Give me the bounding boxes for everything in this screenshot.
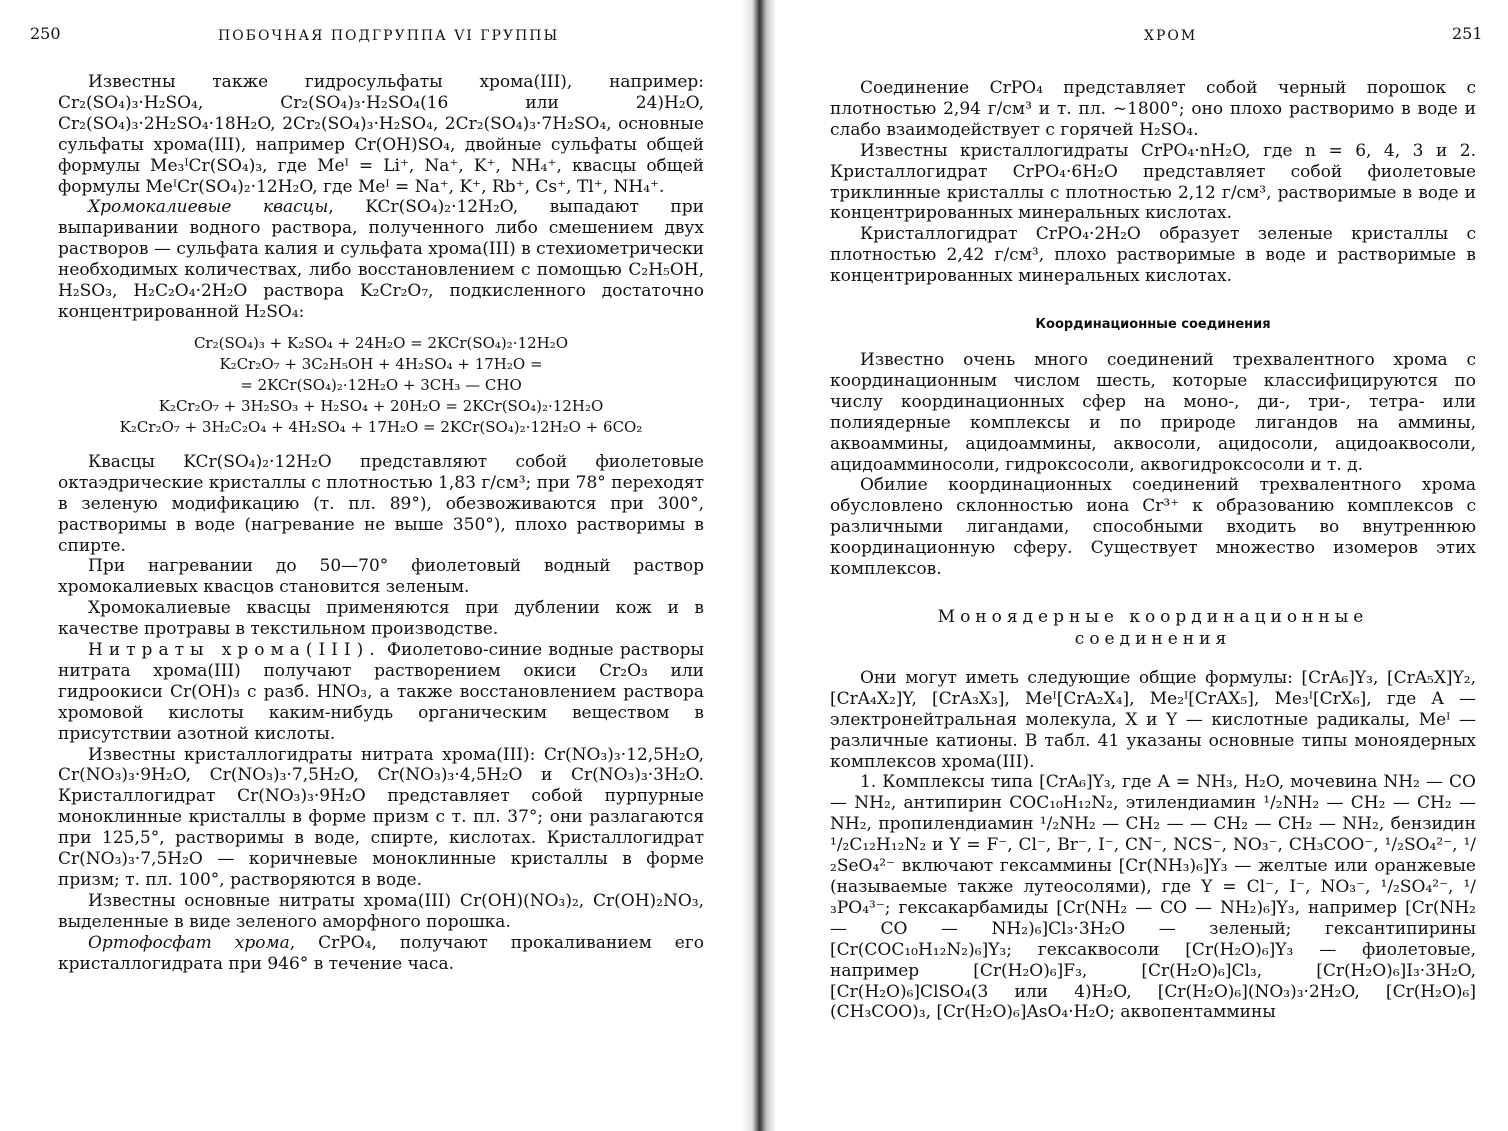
right-page — [776, 0, 1508, 1131]
page-number: 251 — [1452, 24, 1483, 43]
equation: K₂Cr₂O₇ + 3C₂H₅OH + 4H₂SO₄ + 17H₂O = — [219, 354, 543, 373]
subsection-title-line: соединения — [1074, 628, 1232, 649]
paragraph: Соединение CrPO₄ представляет собой черный порошок с плотностью 2,94 г/см³ и т. пл. ~1800°; оно плохо растворимо в воде и слабо взаимодействует с горячей H₂SO₄. — [830, 78, 1476, 140]
left-page-body — [58, 72, 704, 975]
paragraph: Хромокалиевые квасцы применяются при дублении кож и в качестве протравы в текстильном производстве. — [58, 598, 704, 640]
equation: K₂Cr₂O₇ + 3H₂C₂O₄ + 4H₂SO₄ + 17H₂O = 2KCr(SO₄)₂·12H₂O + 6CO₂ — [119, 417, 643, 436]
spaced-term: Нитраты хрома(III). — [88, 640, 381, 661]
paragraph: Известны кристаллогидраты CrPO₄·nH₂O, где n = 6, 4, 3 и 2. Кристаллогидрат CrPO₄·6H₂O представляет собой фиолетовые триклинные кристаллы с плотностью 2,12 г/см³, растворимые в воде и концентрированных минеральных кислотах. — [830, 140, 1476, 224]
book-gutter — [742, 0, 776, 1131]
paragraph: Известны основные нитраты хрома(III) Cr(OH)(NO₃)₂, Cr(OH)₂NO₃, выделенные в виде зеленого аморфного порошка. — [58, 890, 704, 932]
right-page-body — [830, 78, 1476, 1023]
paragraph — [58, 640, 704, 745]
subsection-heading — [830, 606, 1476, 650]
italic-term: Хромокалиевые квасцы — [88, 197, 329, 218]
equation: Cr₂(SO₄)₃ + K₂SO₄ + 24H₂O = 2KCr(SO₄)₂·12H₂O — [193, 333, 569, 352]
paragraph: Обилие координационных соединений трехвалентного хрома обусловлено склонностью иона Cr³⁺ к образованию комплексов с различными лигандами, способными входить во внутреннюю координационную сферу. Существует множество изомеров этих комплексов. — [830, 475, 1476, 580]
paragraph — [58, 933, 704, 975]
paragraph: Кристаллогидрат CrPO₄·2H₂O образует зеленые кристаллы с плотностью 2,42 г/см³, плохо растворимые в воде и растворимые в концентрированных минеральных кислотах. — [830, 224, 1476, 287]
section-title: Координационные соединения — [1035, 317, 1271, 333]
paragraph: Известны также гидросульфаты хрома(III), например: Cr₂(SO₄)₃·H₂SO₄, Cr₂(SO₄)₃·H₂SO₄(16 или 24)H₂O, Cr₂(SO₄)₃·2H₂SO₄·18H₂O, 2Cr₂(SO₄)₃·H₂SO₄, 2Cr₂(SO₄)₃·7H₂SO₄, основные сульфаты хрома(III), например Cr(OH)SO₄, двойные сульфаты общей формулы Me₃ᴵCr(SO₄)₃, где Meᴵ = Li⁺, Na⁺, K⁺, NH₄⁺, квасцы общей формулы MeᴵCr(SO₄)₂·12H₂O, где Meᴵ = Na⁺, K⁺, Rb⁺, Cs⁺, Tl⁺, NH₄⁺. — [58, 72, 704, 197]
paragraph: 1. Комплексы типа [CrA₆]Y₃, где A = NH₃, H₂O, мочевина NH₂ — CO — NH₂, антипирин COC₁₀H₁₂N₂, этилендиамин ¹/₂NH₂ — CH₂ — CH₂ — NH₂, пропилендиамин ¹/₂NH₂ — CH₂ — — CH₂ — CH₂ — NH₂, бензидин ¹/₂C₁₂H₁₂N₂ и Y = F⁻, Cl⁻, Br⁻, I⁻, CN⁻, NCS⁻, NO₃⁻, CH₃COO⁻, ¹/₂SO₄²⁻, ¹/₂SeO₄²⁻ включают гексаммины [Cr(NH₃)₆]Y₃ — желтые или оранжевые (называемые также лутеосолями), где Y = Cl⁻, I⁻, NO₃⁻, ¹/₂SO₄²⁻, ¹/₃PO₄³⁻; гексакарбамиды [Cr(NH₂ — CO — NH₂)₆]Y₃, например [Cr(NH₂ — CO — NH₂)₆]Cl₃·3H₂O — зеленый; гексантипирины [Cr(COC₁₀H₁₂N₂)₆]Y₃; гексаквосоли [Cr(H₂O)₆]Y₃ — фиолетовые, например [Cr(H₂O)₆]F₃, [Cr(H₂O)₆]Cl₃, [Cr(H₂O)₆]I₃·3H₂O, [Cr(H₂O)₆]ClSO₄(3 или 4)H₂O, [Cr(H₂O)₆](NO₃)₃·2H₂O, [Cr(H₂O)₆](CH₃COO)₃, [Cr(H₂O)₆]AsO₄·H₂O; аквопентаммины — [830, 772, 1476, 1023]
equations-block — [58, 333, 704, 438]
equation: K₂Cr₂O₇ + 3H₂SO₃ + H₂SO₄ + 20H₂O = 2KCr(SO₄)₂·12H₂O — [158, 396, 604, 415]
paragraph-text: , KCr(SO₄)₂·12H₂O, выпадают при выпаривании водного раствора, полученного либо смешением двух растворов — сульфата калия и сульфата хрома(III) в стехиометрически необходимых количествах, либо восстановлением с помощью C₂H₅OH, H₂SO₃, H₂C₂O₄·2H₂O раствора K₂Cr₂O₇, подкисленного достаточно концентрированной H₂SO₄: — [58, 197, 704, 322]
paragraph: Они могут иметь следующие общие формулы: [CrA₆]Y₃, [CrA₅X]Y₂, [CrA₄X₂]Y, [CrA₃X₃], Meᴵ[CrA₂X₄], Me₂ᴵ[CrAX₅], Me₃ᴵ[CrX₆], где A — электронейтральная молекула, X и Y — кислотные радикалы, Meᴵ — различные катионы. В табл. 41 указаны основные типы моноядерных комплексов хрома(III). — [830, 667, 1476, 772]
paragraph: Известны кристаллогидраты нитрата хрома(III): Cr(NO₃)₃·12,5H₂O, Cr(NO₃)₃·9H₂O, Cr(NO₃)₃·7,5H₂O, Cr(NO₃)₃·4,5H₂O и Cr(NO₃)₃·3H₂O. Кристаллогидрат Cr(NO₃)₃·9H₂O представляет собой пурпурные моноклинные кристаллы в форме призм с т. пл. 37°; они разлагаются при 125,5°, растворимы в воде, спирте, кислотах. Кристаллогидрат Cr(NO₃)₃·7,5H₂O — коричневые моноклинные кристаллы в форме призм; т. пл. 100°, растворяются в воде. — [58, 744, 704, 890]
equation: = 2KCr(SO₄)₂·12H₂O + 3CH₃ — CHO — [240, 375, 522, 394]
italic-term: Ортофосфат хрома — [88, 932, 290, 953]
page-number: 250 — [30, 24, 61, 43]
paragraph-text: Фиолетово-синие водные растворы нитрата хрома(III) получают растворением окиси Cr₂O₃ или гидроокиси Cr(OH)₃ с разб. HNO₃, а также восстановлением раствора хромовой кислоты каким-нибудь органическим веществом в присутствии азотной кислоты. — [58, 640, 705, 744]
paragraph: При нагревании до 50—70° фиолетовый водный раствор хромокалиевых квасцов становится зеленым. — [58, 556, 704, 598]
paragraph — [58, 197, 704, 322]
left-page — [0, 0, 746, 1131]
subsection-title-line: Моноядерные координационные — [937, 606, 1369, 627]
paragraph: Известно очень много соединений трехвалентного хрома с координационным числом шесть, которые классифицируются по числу координационных сфер на моно-, ди-, три-, тетра- или полиядерные комплексы и по природе лигандов на аммины, аквоаммины, ацидоаммины, аквосоли, ацидосоли, ацидоаквосоли, ацидоамминосоли, гидроксосоли, аквогидроксосоли и т. д. — [830, 349, 1476, 475]
paragraph-text: , CrPO₄, получают прокаливанием его кристаллогидрата при 946° в течение часа. — [58, 932, 704, 974]
paragraph: Квасцы KCr(SO₄)₂·12H₂O представляют собой фиолетовые октаэдрические кристаллы с плотностью 1,83 г/см³; при 78° переходят в зеленую модификацию (т. пл. 89°), обезвоживаются при 300°, растворимы в воде (нагревание не выше 350°), плохо растворимы в спирте. — [58, 451, 704, 556]
running-head: ХРОМ — [1144, 28, 1198, 44]
running-head: ПОБОЧНАЯ ПОДГРУППА VI ГРУППЫ — [218, 28, 560, 44]
